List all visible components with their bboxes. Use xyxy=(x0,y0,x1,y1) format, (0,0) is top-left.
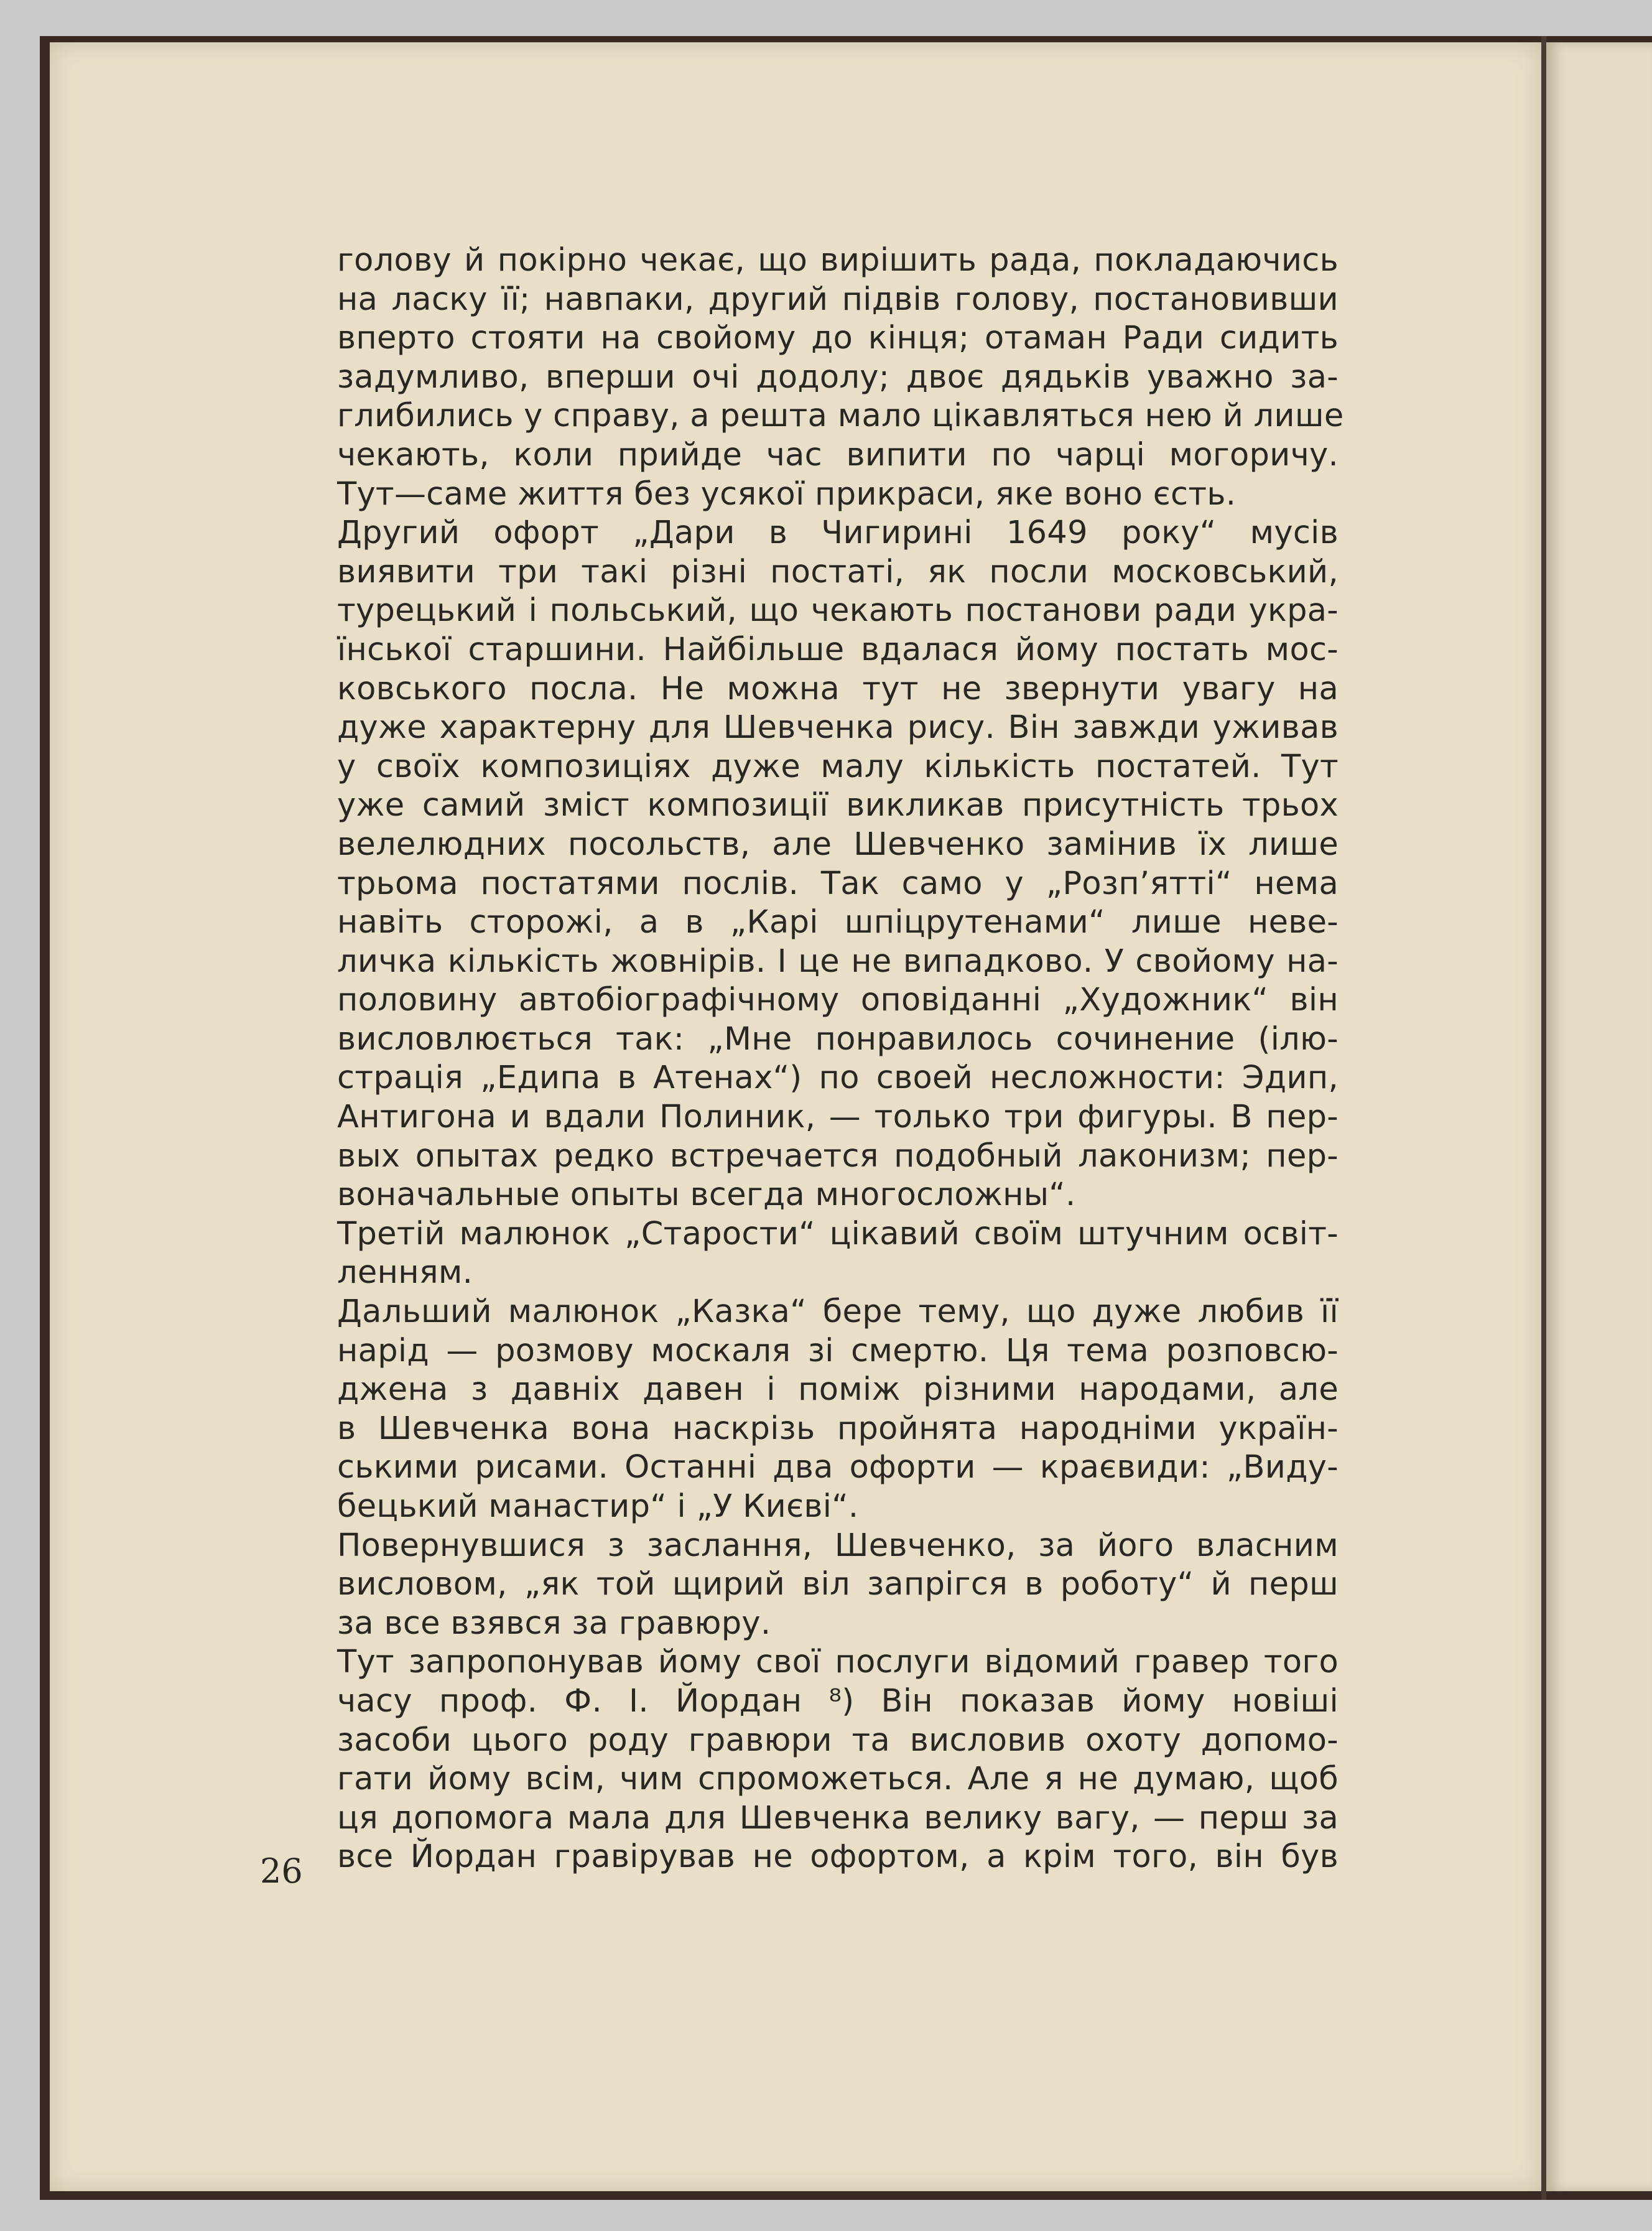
text-line: вых опытах редко встречается подобный лаконизм; пер- xyxy=(337,1137,1339,1175)
text-line: велелюдних посольств, але Шевченко замінив їх лише xyxy=(337,826,1339,863)
text-line: джена з давніх давен і поміж різними народами, але xyxy=(337,1371,1339,1409)
text-line: дуже характерну для Шевченка рису. Він завжди уживав xyxy=(337,709,1339,747)
text-line: воначальные опыты всегда многосложны“. xyxy=(337,1176,1076,1214)
text-line: часу проф. Ф. І. Йордан ⁸) Він показав йому новіші xyxy=(337,1682,1339,1720)
text-line: Третій малюнок „Старости“ цікавий своїм штучним освіт- xyxy=(337,1215,1339,1252)
text-line: висловом, „як той щирий віл запрігся в роботу“ й перш xyxy=(337,1566,1339,1603)
text-line: голову й покірно чекає, що вирішить рада, покладаючись xyxy=(337,242,1339,279)
text-line: їнської старшини. Найбільше вдалася йому постать мос- xyxy=(337,631,1339,668)
facing-page-edge xyxy=(1546,42,1652,2191)
text-line: глибились у справу, а решта мало цікавляться нею й лише xyxy=(337,398,1344,435)
text-line: засоби цього роду гравюри та висловив охоту допомо- xyxy=(337,1721,1339,1759)
text-line: все Йордан гравірував не офортом, а крім того, він був xyxy=(337,1838,1339,1876)
page-number: 26 xyxy=(260,1851,303,1891)
text-line: чекають, коли прийде час випити по чарці могоричу. xyxy=(337,436,1339,473)
text-line: Повернувшися з заслання, Шевченко, за його власним xyxy=(337,1527,1339,1564)
page-body-text xyxy=(337,241,1344,1877)
text-line: ковського посла. Не можна тут не звернути увагу на xyxy=(337,670,1339,707)
text-line: на ласку її; навпаки, другий підвів голову, постановивши xyxy=(337,281,1339,318)
text-line: бецький манастир“ і „У Києві“. xyxy=(337,1488,859,1525)
text-line: за все взявся за гравюру. xyxy=(337,1605,771,1642)
text-line: уже самий зміст композиції викликав присутність трьох xyxy=(337,787,1339,824)
text-line: Дальший малюнок „Казка“ бере тему, що дуже любив її xyxy=(337,1293,1339,1331)
text-line: ленням. xyxy=(337,1254,473,1292)
text-line: Антигона и вдали Полиник, — только три фигуры. В пер- xyxy=(337,1099,1339,1136)
text-line: страція „Едипа в Атенах“) по своей несложности: Эдип, xyxy=(337,1060,1339,1097)
text-line: в Шевченка вона наскрізь пройнята народніми україн- xyxy=(337,1410,1339,1447)
text-line: Другий офорт „Дари в Чигирині 1649 року“ мусів xyxy=(337,515,1339,552)
text-line: вперто стояти на свойому до кінця; отаман Ради сидить xyxy=(337,320,1339,357)
text-line: гати йому всім, чим спроможеться. Але я не думаю, щоб xyxy=(337,1761,1339,1798)
text-line: виявити три такі різні постаті, як посли московський, xyxy=(337,553,1339,590)
text-line: ця допомога мала для Шевченка велику вагу, — перш за xyxy=(337,1799,1339,1837)
text-line: нарід — розмову москаля зі смертю. Ця тема розповсю- xyxy=(337,1332,1339,1369)
text-line: навіть сторожі, а в „Карі шпіцрутенами“ лише неве- xyxy=(337,904,1339,941)
text-line: турецький і польський, що чекають постанови ради укра- xyxy=(337,592,1339,630)
text-line: личка кількість жовнірів. І це не випадково. У свойому на- xyxy=(337,943,1339,980)
text-line: задумливо, вперши очі додолу; двоє дядьків уважно за- xyxy=(337,358,1339,396)
text-line: половину автобіографічному оповіданні „Художник“ він xyxy=(337,982,1339,1019)
text-line: Тут—саме життя без усякої прикраси, яке воно єсть. xyxy=(337,475,1237,513)
text-line: ськими рисами. Останні два офорти — краєвиди: „Виду- xyxy=(337,1449,1339,1486)
text-line: висловлюється так: „Мне понравилось сочинение (ілю- xyxy=(337,1020,1339,1058)
text-line: трьома постатями послів. Так само у „Розп’ятті“ нема xyxy=(337,865,1339,902)
text-line: у своїх композиціях дуже малу кількість постатей. Тут xyxy=(337,748,1339,785)
text-line: Тут запропонував йому свої послуги відомий гравер того xyxy=(337,1644,1339,1681)
book-gutter xyxy=(1541,36,1546,2200)
